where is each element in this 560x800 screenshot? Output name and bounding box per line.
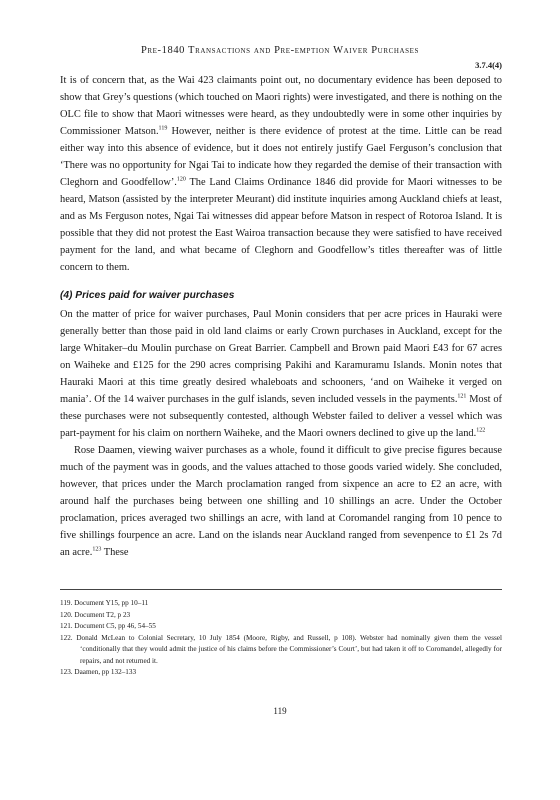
- paragraph-2: [60, 306, 502, 442]
- footnote: [60, 621, 502, 633]
- section-subheading: (4) Prices paid for waiver purchases: [60, 290, 235, 301]
- footnote: [60, 633, 502, 668]
- footnote-divider: [60, 589, 502, 590]
- footnote-ref-119[interactable]: 119: [158, 125, 168, 132]
- footnote: [60, 667, 502, 679]
- footnote-number: 122.: [60, 633, 73, 642]
- footnote: [60, 598, 502, 610]
- footnote-ref-120[interactable]: 120: [176, 176, 186, 183]
- paragraph-1-part-a: It is of concern that, as the Wai 423 claimants point out, no documentary evidence has been deposed to show that Grey’s questions (which touched on Maori rights) were investigated, and there is nothing on the OLC file to show that Maori witnesses were heard, as they undoubtedly were in some other inquiries by Commissioner Matson.: [60, 75, 502, 137]
- footnote-text: Document C5, pp 46, 54–55: [74, 622, 156, 630]
- page-number: 119: [273, 706, 287, 716]
- footnote-text: Daamen, pp 132–133: [74, 668, 137, 676]
- footnote-ref-121[interactable]: 121: [457, 393, 467, 400]
- footnote-ref-122[interactable]: 122: [476, 427, 486, 434]
- footnote-ref-123[interactable]: 123: [92, 546, 102, 553]
- paragraph-3-part-b: These: [101, 547, 129, 558]
- paragraph-1-part-c: The Land Claims Ordinance 1846 did provide for Maori witnesses to be heard, Matson (assisted by the interpreter Meurant) did institute inquiries among Auckland chiefs at least, and as Ms Ferguson notes, Ngai Tai witnesses did appear before Matson in respect of Rotoroa Island. It is possible that they did not protest the East Wairoa transaction because they were satisfied to have received payment for the land, and what became of Cleghorn and Goodfellow’s titles thereafter was of little concern to them.: [60, 177, 503, 273]
- paragraph-1-part-b: However, neither is there evidence of protest at the time. Little can be read either way into this absence of evidence, but it does not entirely justify Gael Ferguson’s conclusion that ‘There was no opportunity for Ngai Tai to indicate how they regarded the demise of their transaction with Cleghorn and Goodfellow’.: [60, 126, 503, 188]
- footnote-number: 120.: [60, 610, 73, 619]
- paragraph-1: [60, 72, 502, 276]
- paragraph-2-part-a: On the matter of price for waiver purchases, Paul Monin considers that per acre prices in Hauraki were generally better than those paid in old land claims or early Crown purchases in Auckland, except for the large Whitaker–du Moulin purchase on Great Barrier. Campbell and Brown paid Maori £43 for 67 acres on Waiheke and £125 for the 290 acres comprising Pakihi and Karamuramu Islands. Monin notes that Hauraki Maori at this time greatly desired whaleboats and schooners, ‘and on Waiheke it verged on mania’. Of the 14 waiver purchases in the gulf islands, seven included vessels in the payments.: [60, 309, 502, 405]
- paragraph-3: [60, 442, 502, 561]
- paragraph-2-part-b: Most of these purchases were not subsequently contested, although Webster failed to deliver a vessel which was part-payment for his claim on northern Waiheke, and the Maori owners declined to give up the land.: [60, 394, 502, 439]
- footnote-text: Donald McLean to Colonial Secretary, 10 July 1854 (Moore, Rigby, and Russell, p 108). Webster had nominally given them the vessel ‘conditionally that they would admit the justice of his claims before the Commissioner’s Court’, but had taken it off to Coromandel, allegedly for repairs, and not returned it.: [76, 633, 502, 665]
- section-reference: 3.7.4(4): [475, 60, 502, 70]
- footnote-number: 121.: [60, 622, 73, 630]
- footnotes: [60, 598, 502, 679]
- footnote-number: 123.: [60, 668, 73, 676]
- running-head: Pre-1840 Transactions and Pre-emption Waiver Purchases: [140, 45, 420, 56]
- paragraph-3-part-a: Rose Daamen, viewing waiver purchases as a whole, found it difficult to give precise figures because much of the payment was in goods, and the values attached to those goods varied widely. She concluded, however, that prices under the March proclamation ranged from sixpence an acre to £2 an acre, with around half the purchases being between one shilling and 10 shillings an acre. Under the October proclamation, prices averaged two shillings an acre, with land at Coromandel ranging from 10 pence to five shillings fourpence an acre. Land on the islands near Auckland ranged from sevenpence to £1 2s 7d an acre.: [60, 445, 502, 558]
- footnote-text: Document T2, p 23: [74, 610, 131, 619]
- footnote-number: 119.: [60, 599, 73, 607]
- body-text: [60, 72, 502, 561]
- footnote: [60, 610, 502, 622]
- footnote-text: Document Y15, pp 10–11: [74, 599, 149, 607]
